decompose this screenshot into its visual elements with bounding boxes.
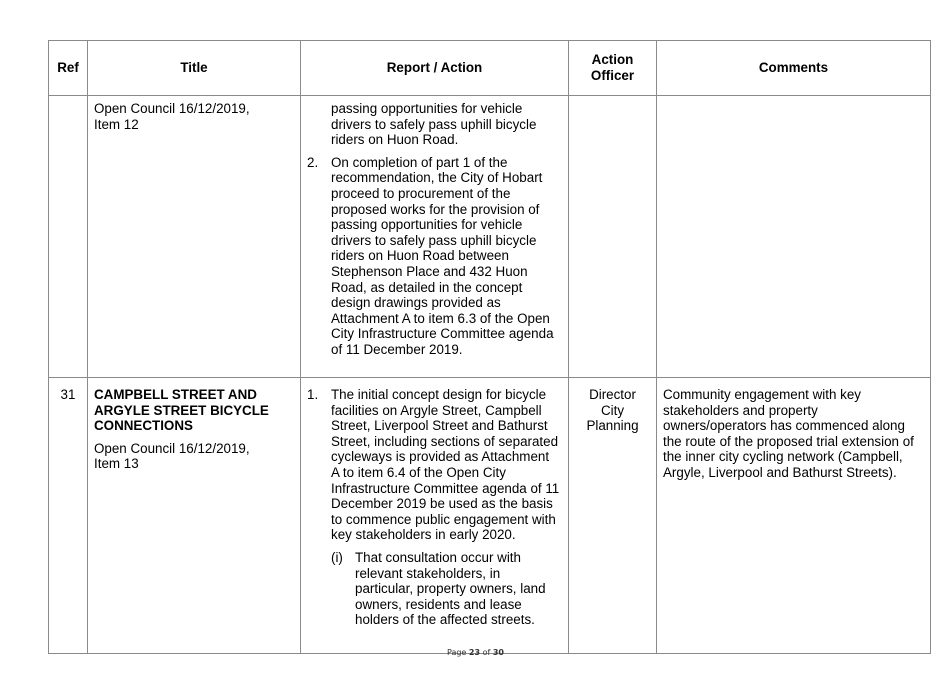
- title-heading: CAMPBELL STREET AND ARGYLE STREET BICYCLE CONNECTIONS: [94, 387, 269, 434]
- row-title: [88, 96, 301, 378]
- row-comments: [657, 96, 931, 378]
- title-item-line: Item 13: [94, 456, 139, 472]
- item-number: 2.: [307, 154, 319, 170]
- officer-line: City: [600, 402, 625, 418]
- report-sub-item: [331, 550, 560, 628]
- header-report-action: Report / Action: [301, 41, 569, 96]
- action-table: [48, 40, 931, 654]
- row-ref: [49, 96, 88, 378]
- sub-item-text: That consultation occur with relevant stakeholders, in particular, property owners, land owners, residents and lease holders of the affected streets.: [355, 549, 546, 628]
- item-number: 1.: [307, 387, 319, 402]
- row-action-officer: [569, 378, 657, 654]
- header-officer-line1: Action: [591, 52, 634, 68]
- officer-line: Director: [589, 387, 636, 402]
- page-of: of: [482, 648, 491, 657]
- item-text: On completion of part 1 of the recommendation, the City of Hobart proceed to procurement of the proposed works for the provision of passing opportunities for vehicle drivers to safely pass uphill bicycle riders on Huon Road between Stephenson Place and 432 Huon Road, as detailed in the concept design drawings provided as Attachment A to item 6.3 of the Open City Infrastructure Committee agenda of 11 December 2019.: [331, 154, 554, 357]
- row-ref: 31: [49, 378, 88, 654]
- title-meeting-line: Open Council 16/12/2019,: [94, 101, 250, 116]
- table-row: [49, 378, 931, 654]
- report-numbered-item: [307, 387, 560, 543]
- row-comments: Community engagement with key stakeholders and property owners/operators has commenced along the route of the proposed trial extension of the inner city cycling network (Campbell, Argyle, Liverpool and Bathurst Streets).: [657, 378, 931, 654]
- row-action-officer: [569, 96, 657, 378]
- row-report-action: [301, 378, 569, 654]
- header-officer-line2: Officer: [590, 68, 635, 83]
- page-label: Page: [446, 648, 467, 657]
- report-numbered-item: [307, 155, 560, 358]
- title-item-line: Item 12: [94, 116, 139, 132]
- table-row: [49, 96, 931, 378]
- report-continuation-text: passing opportunities for vehicle drivers to safely pass uphill bicycle riders on Huon Road.: [331, 101, 537, 148]
- item-text: The initial concept design for bicycle facilities on Argyle Street, Campbell Street, Liverpool Street and Bathurst Street, including sections of separated cycleways is provided as Attachment A to item 6.4 of the Open City Infrastructure Committee agenda of 11 December 2019 be used as the basis to commence public engagement with key stakeholders in early 2020.: [331, 387, 560, 543]
- table-header-row: [49, 41, 931, 96]
- page-footer: [0, 645, 951, 661]
- header-comments: Comments: [657, 41, 931, 96]
- row-title: [88, 378, 301, 654]
- page-total: 30: [492, 648, 504, 657]
- row-report-action: [301, 96, 569, 378]
- header-title: Title: [88, 41, 301, 96]
- officer-line: Planning: [586, 418, 639, 434]
- title-meeting-line: Open Council 16/12/2019,: [94, 440, 250, 456]
- header-action-officer: [569, 41, 657, 96]
- header-ref: Ref: [49, 41, 88, 96]
- sub-item-number: (i): [331, 549, 343, 565]
- page-current: 23: [468, 648, 481, 657]
